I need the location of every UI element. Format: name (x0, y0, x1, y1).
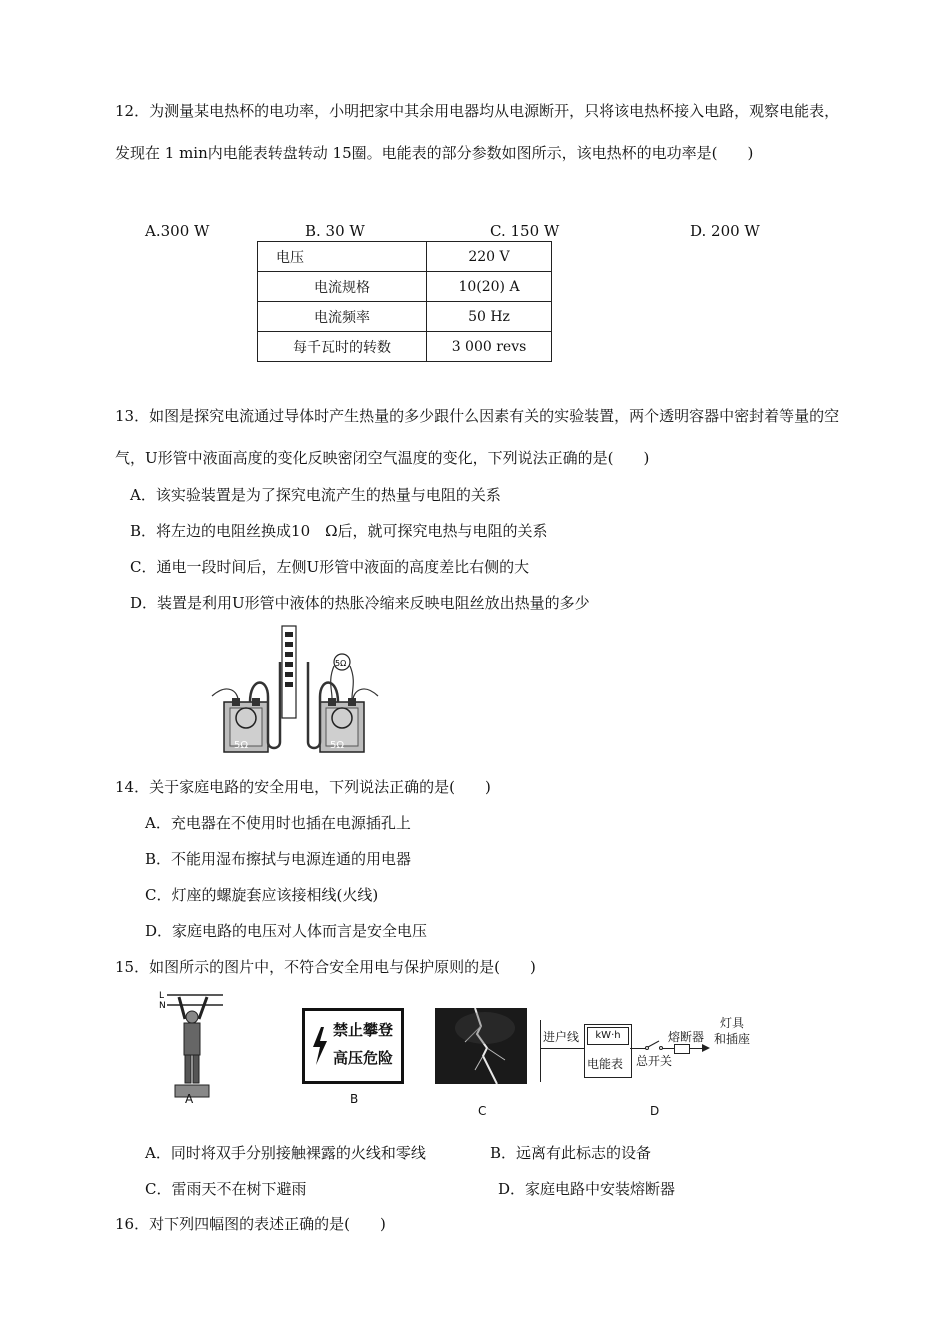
q15-option-c: C．雷雨天不在树下避雨 (145, 1180, 307, 1198)
figure-c-lightning-photo (435, 1008, 527, 1084)
load-label-line-1: 灯具 (720, 1016, 745, 1030)
q14-option-d: D．家庭电路的电压对人体而言是安全电压 (145, 922, 428, 940)
q14-stem: 14．关于家庭电路的安全用电，下列说法正确的是( ) (115, 778, 491, 796)
q14-option-a: A．充电器在不使用时也插在电源插孔上 (145, 814, 411, 832)
table-cell: 电流频率 (258, 302, 427, 332)
q13-option-c: C．通电一段时间后，左侧U形管中液面的高度差比右侧的大 (130, 558, 530, 576)
q13-option-a: A．该实验装置是为了探究电流产生的热量与电阻的关系 (130, 486, 501, 504)
lightning-bolt-icon (311, 1027, 329, 1065)
q12-option-b: B. 30 W (305, 222, 365, 240)
top-resistor-label: 5Ω (335, 659, 347, 668)
meter-unit-label: kW·h (587, 1027, 629, 1045)
q15-option-a: A．同时将双手分别接触裸露的火线和零线 (145, 1144, 426, 1162)
incoming-line-label: 进户线 (543, 1030, 580, 1044)
table-cell: 50 Hz (427, 302, 552, 332)
main-switch-icon (645, 1040, 665, 1052)
sign-line-2: 高压危险 (333, 1049, 394, 1067)
figure-c-caption: C (478, 1104, 487, 1118)
q14-option-b: B．不能用湿布擦拭与电源连通的用电器 (145, 850, 412, 868)
meter-parameter-table (257, 241, 552, 362)
q13-stem: 13．如图是探究电流通过导体时产生热量的多少跟什么因素有关的实验装置，两个透明容器中密封着等量的空气，U形管中液面高度的变化反映密闭空气温度的变化，下列说法正确的是( ) (115, 407, 840, 467)
q13-option-b: B．将左边的电阻丝换成10 Ω后，就可探究电热与电阻的关系 (130, 522, 548, 540)
figure-d-household-circuit (540, 1016, 765, 1090)
figure-b-warning-sign (302, 1008, 404, 1084)
main-switch-label: 总开关 (636, 1054, 673, 1068)
fuse-label: 熔断器 (668, 1030, 705, 1044)
energy-meter-box (584, 1024, 632, 1078)
left-resistor-label: 5Ω (234, 740, 249, 751)
figure-a-person-touching-wires (155, 985, 225, 1107)
q12-stem: 12．为测量某电热杯的电功率，小明把家中其余用电器均从电源断开，只将该电热杯接入电路，观察电能表，发现在 1 min内电能表转盘转动 15圈。电能表的部分参数如图所示，该电热杯的电功率是( ) (115, 102, 840, 162)
figure-b-caption: B (350, 1092, 359, 1106)
joule-heating-apparatus-figure (208, 622, 383, 754)
wire-l-label: L (159, 991, 165, 1001)
q15-stem: 15．如图所示的图片中，不符合安全用电与保护原则的是( ) (115, 958, 536, 976)
fuse-icon (674, 1044, 690, 1054)
table-row (258, 332, 552, 362)
q12-option-c: C. 150 W (490, 222, 560, 240)
table-row (258, 242, 552, 272)
q12-option-d: D. 200 W (690, 222, 760, 240)
q15-option-b: B．远离有此标志的设备 (490, 1144, 652, 1162)
table-row (258, 272, 552, 302)
q13-option-d: D．装置是利用U形管中液体的热胀冷缩来反映电阻丝放出热量的多少 (130, 594, 590, 612)
load-label-line-2: 和插座 (714, 1032, 751, 1046)
table-cell: 电压 (258, 242, 427, 272)
figure-d-caption: D (650, 1104, 660, 1118)
q12-option-a: A.300 W (145, 222, 210, 240)
right-resistor-label: 5Ω (330, 740, 345, 751)
table-cell: 3 000 revs (427, 332, 552, 362)
table-cell: 每千瓦时的转数 (258, 332, 427, 362)
table-cell: 10(20) A (427, 272, 552, 302)
q15-option-d: D．家庭电路中安装熔断器 (498, 1180, 676, 1198)
table-cell: 220 V (427, 242, 552, 272)
wire-n-label: N (159, 1001, 166, 1011)
q14-option-c: C．灯座的螺旋套应该接相线(火线) (145, 886, 379, 904)
arrow-right-icon (702, 1044, 710, 1052)
table-cell: 电流规格 (258, 272, 427, 302)
table-row (258, 302, 552, 332)
sign-line-1: 禁止攀登 (333, 1021, 394, 1039)
figure-a-caption: A (185, 1092, 194, 1106)
q16-stem: 16．对下列四幅图的表述正确的是( ) (115, 1215, 386, 1233)
meter-label: 电能表 (587, 1057, 624, 1071)
